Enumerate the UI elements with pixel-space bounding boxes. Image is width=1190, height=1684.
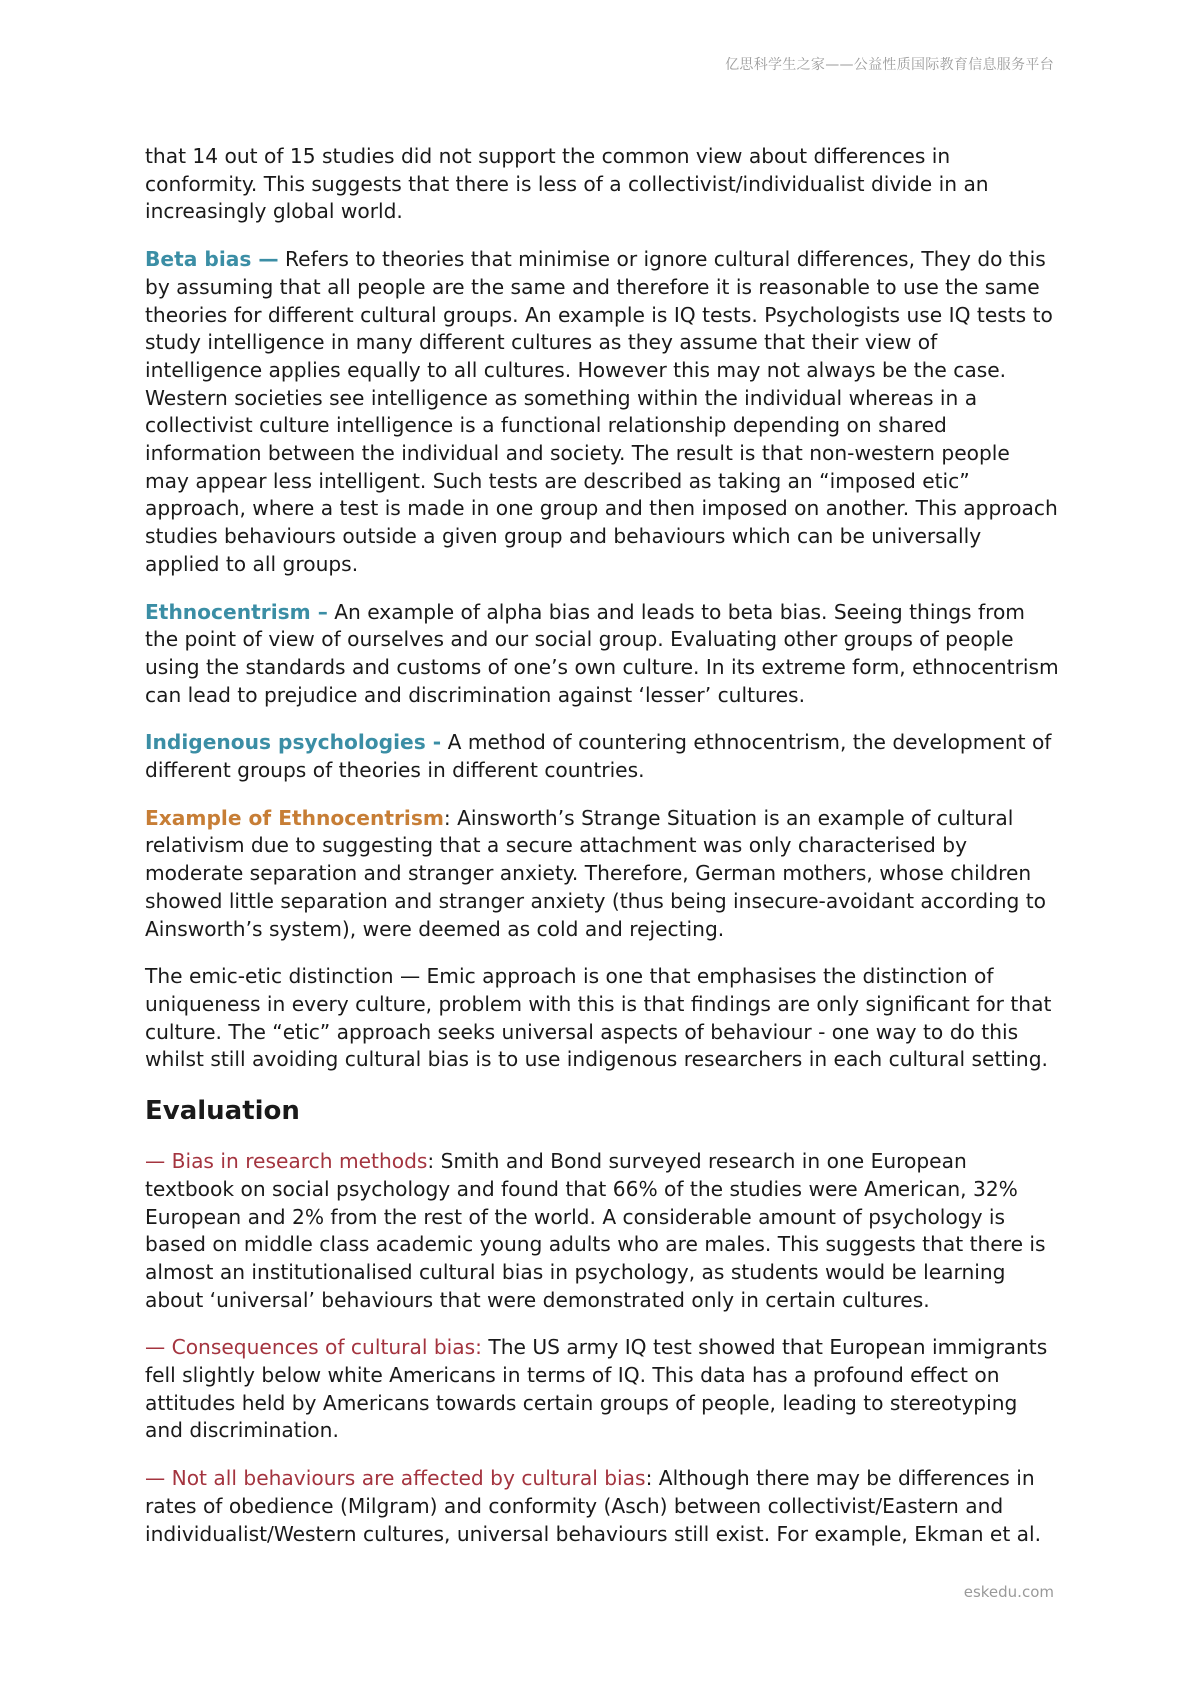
term-indigenous-psychologies: Indigenous psychologies -	[145, 730, 442, 755]
page-footer-site-url: eskedu.com	[963, 1583, 1054, 1601]
document-body	[145, 143, 1060, 1568]
term-not-all-behaviours: — Not all behaviours are affected by cultural bias	[145, 1466, 646, 1491]
paragraph-text: Refers to theories that minimise or ignore cultural differences, They do this by assuming that all people are the same and therefore it is reasonable to use the same theories for different cultural groups. An example is IQ tests. Psychologists use IQ tests to study intelligence in many different cultures as they assume that their view of intelligence applies equally to all cultures. However this may not always be the case. Western societies see intelligence as something within the individual whereas in a collectivist culture intelligence is a functional relationship depending on shared information between the individual and society. The result is that non-western people may appear less intelligent. Such tests are described as taking an “imposed etic” approach, where a test is made in one group and then imposed on another. This approach studies behaviours outside a given group and behaviours which can be universally applied to all groups.	[145, 247, 1058, 576]
term-bias-research-methods: — Bias in research methods	[145, 1149, 428, 1174]
paragraph-indigenous-psychologies	[145, 729, 1060, 784]
paragraph-conformity-continued	[145, 143, 1060, 226]
term-ethnocentrism: Ethnocentrism –	[145, 599, 328, 624]
evaluation-not-all-behaviours	[145, 1465, 1060, 1548]
paragraph-text: : Ainsworth’s Strange Situation is an example of cultural relativism due to suggesting that a secure attachment was only characterised by moderate separation and stranger anxiety. Therefore, German mothers, whose children showed little separation and stranger anxiety (thus being insecure-avoidant according to Ainsworth’s system), were deemed as cold and rejecting.	[145, 805, 1047, 941]
term-consequences-cultural-bias: — Consequences of cultural bias:	[145, 1335, 482, 1360]
paragraph-text: : Smith and Bond surveyed research in one European textbook on social psychology and found that 66% of the studies were American, 32% European and 2% from the rest of the world. A considerable amount of psychology is based on middle class academic young adults who are males. This suggests that there is almost an institutionalised cultural bias in psychology, as students would be learning about ‘universal’ behaviours that were demonstrated only in certain cultures.	[145, 1149, 1046, 1312]
paragraph-text: that 14 out of 15 studies did not support the common view about differences in conformity. This suggests that there is less of a collectivist/individualist divide in an increasingly global world.	[145, 144, 989, 224]
paragraph-text: A method of countering ethnocentrism, the development of different groups of theories in different countries.	[145, 730, 1052, 783]
paragraph-example-ethnocentrism	[145, 805, 1060, 944]
paragraph-text: : Although there may be differences in rates of obedience (Milgram) and conformity (Asch) between collectivist/Eastern and individualist/Western cultures, universal behaviours still exist. For example, Ekman et al.	[145, 1466, 1042, 1546]
term-example-ethnocentrism: Example of Ethnocentrism	[145, 805, 444, 830]
paragraph-text: The emic-etic distinction — Emic approach is one that emphasises the distinction of uniqueness in every culture, problem with this is that findings are only significant for that culture. The “etic” approach seeks universal aspects of behaviour - one way to do this whilst still avoiding cultural bias is to use indigenous researchers in each cultural setting.	[145, 964, 1052, 1072]
paragraph-emic-etic	[145, 963, 1060, 1074]
term-beta-bias: Beta bias —	[145, 247, 279, 272]
page-header-site-title: 亿思科学生之家——公益性质国际教育信息服务平台	[725, 57, 1054, 73]
paragraph-text: The US army IQ test showed that European immigrants fell slightly below white Americans in terms of IQ. This data has a profound effect on attitudes held by Americans towards certain groups of people, leading to stereotyping and discrimination.	[145, 1335, 1048, 1443]
paragraph-ethnocentrism	[145, 599, 1060, 710]
paragraph-text: An example of alpha bias and leads to beta bias. Seeing things from the point of view of ourselves and our social group. Evaluating other groups of people using the standards and customs of one’s own culture. In its extreme form, ethnocentrism can lead to prejudice and discrimination against ‘lesser’ cultures.	[145, 599, 1059, 707]
evaluation-consequences-cultural-bias	[145, 1334, 1060, 1445]
evaluation-bias-research-methods	[145, 1148, 1060, 1314]
paragraph-beta-bias	[145, 246, 1060, 578]
section-heading-evaluation: Evaluation	[145, 1096, 300, 1127]
